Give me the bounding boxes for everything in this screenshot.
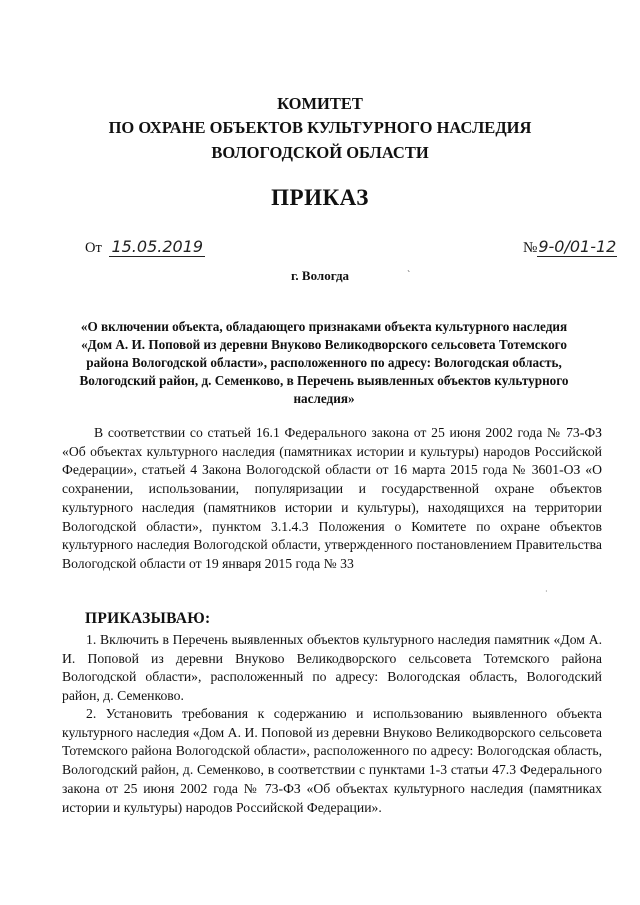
document-subject: «О включении объекта, обладающего признаками объекта культурного наследия «Дом А. И. Поповой из деревни Внуково Великодворского сельсовета Тотемского района Вологодской области», расположенного по адресу: Вологодская область, Вологодский район, д. Семенково, в Перечень выявленных объектов культурного наследия» [79,319,569,406]
date-row [85,237,205,257]
committee-name-line-3: ВОЛОГОДСКОЙ ОБЛАСТИ [211,143,429,162]
number-value: 9-0/01-12 [538,237,617,256]
city [0,268,640,284]
number-label: № [523,240,538,256]
committee-name-line-1: КОМИТЕТ [277,94,363,113]
committee-name-line-2: ПО ОХРАНЕ ОБЪЕКТОВ КУЛЬТУРНОГО НАСЛЕДИЯ [108,118,532,137]
decree-item-2: 2. Установить требования к содержанию и использованию выявленного объекта культурного наследия «Дом А. И. Поповой из деревни Внуково Великодворского сельсовета Тотемского района Вологодской области», расположенного по адресу: Вологодская область, Вологодский район, д. Семенково, в соответствии с пунктами 1-3 статьи 47.3 Федерального закона от 25 июня 2002 года № 73-ФЗ «Об объектах культурного наследия (памятниках истории и культуры) народов Российской Федерации». [62,706,602,815]
number-row [523,237,617,257]
scan-dot: · [545,587,548,596]
scan-mark: ˋ [407,270,411,281]
date-value: 15.05.2019 [111,237,204,256]
decree-item-1: 1. Включить в Перечень выявленных объектов культурного наследия памятник «Дом А. И. Поповой из деревни Внуково Великодворского сельсовета Тотемского района Вологодской области», расположенный по адресу: Вологодская область, Вологодский район, д. Семенково. [62,632,602,704]
decree-label: ПРИКАЗЫВАЮ: [85,610,211,627]
city-name: г. Вологда [290,268,350,283]
date-label: От [85,240,102,256]
preamble-paragraph: В соответствии со статьей 16.1 Федерального закона от 25 июня 2002 года № 73-ФЗ «Об объектах культурного наследия (памятниках истории и культуры) народов Российской Федерации», статьей 4 Закона Вологодской области от 16 марта 2015 года № 3601-ОЗ «О сохранении, использовании, популяризации и государственной охране объектов культурного наследия (памятников истории и культуры), находящихся на территории Вологодской области», пунктом 3.1.4.3 Положения о Комитете по охране объектов культурного наследия Вологодской области, утвержденного постановлением Правительства Вологодской области от 19 января 2015 года № 33 [62,425,602,571]
document-title: ПРИКАЗ [271,185,369,210]
